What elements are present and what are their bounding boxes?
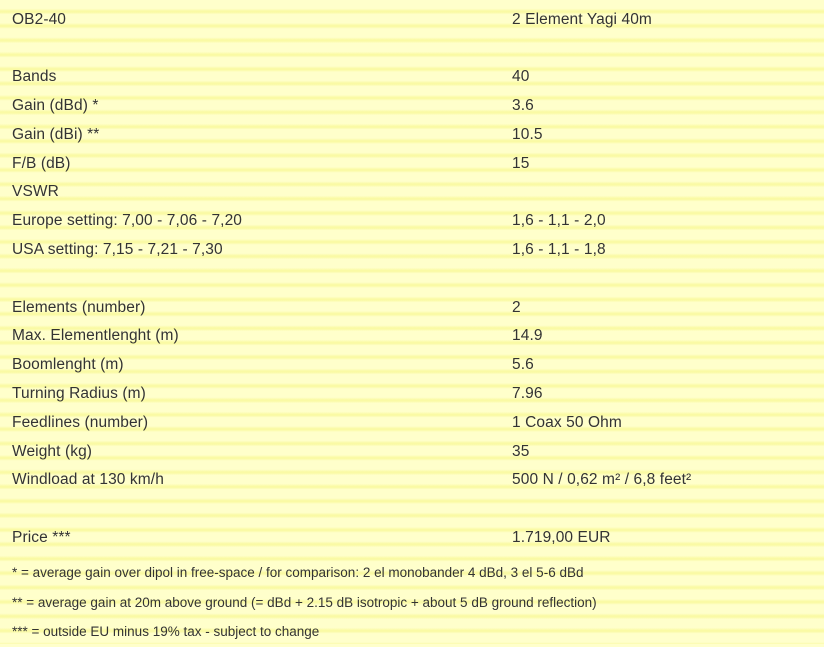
spec-label: VSWR	[12, 183, 59, 201]
row-spacer	[0, 264, 824, 293]
row-spacer	[0, 495, 824, 524]
footnote-gain-dbd: * = average gain over dipol in free-space / for comparison: 2 el monobander 4 dBd, 3 el 5-6 dBd	[12, 565, 584, 581]
row-feedlines	[0, 408, 824, 437]
row-boomlength	[0, 351, 824, 380]
row-max-elementlength	[0, 322, 824, 351]
spec-label: Price ***	[12, 528, 71, 546]
spec-label: Feedlines (number)	[12, 413, 149, 431]
row-spacer	[0, 34, 824, 63]
row-product	[0, 5, 824, 34]
spec-label: Gain (dBi) **	[12, 125, 100, 143]
spec-label: Elements (number)	[12, 298, 146, 316]
spec-label: Turning Radius (m)	[12, 385, 146, 402]
spec-value: 14.9	[512, 327, 543, 345]
spec-label: USA setting: 7,15 - 7,21 - 7,30	[12, 241, 223, 259]
spec-label: Europe setting: 7,00 - 7,06 - 7,20	[12, 212, 243, 230]
spec-value: 500 N / 0,62 m² / 6,8 feet²	[512, 471, 692, 489]
spec-label: Bands	[12, 68, 57, 86]
spec-label: Windload at 130 km/h	[12, 471, 164, 489]
spec-value: 40	[512, 68, 530, 86]
spec-value: 2	[512, 298, 521, 316]
row-turning-radius	[0, 379, 824, 408]
footnotes	[0, 558, 824, 647]
row-gain-dbd	[0, 91, 824, 120]
price-value: 1.719,00 EUR	[512, 528, 611, 546]
spec-value: 7.96	[512, 385, 543, 402]
spec-value: 35	[512, 442, 530, 460]
row-elements	[0, 293, 824, 322]
row-fb	[0, 149, 824, 178]
spec-value: 10.5	[512, 125, 543, 143]
spec-value: 3.6	[512, 97, 534, 115]
row-weight	[0, 437, 824, 466]
product-description: 2 Element Yagi 40m	[512, 10, 652, 28]
spec-value: 1,6 - 1,1 - 2,0	[512, 212, 606, 230]
footnote-price: *** = outside EU minus 19% tax - subject to change	[12, 624, 320, 640]
row-bands	[0, 63, 824, 92]
row-usa-setting	[0, 235, 824, 264]
spec-value: 5.6	[512, 356, 534, 374]
row-price	[0, 523, 824, 552]
spec-value: 1 Coax 50 Ohm	[512, 413, 622, 431]
row-windload	[0, 466, 824, 495]
row-gain-dbi	[0, 120, 824, 149]
spec-label: Gain (dBd) *	[12, 97, 99, 115]
spec-label: F/B (dB)	[12, 154, 71, 172]
row-europe-setting	[0, 207, 824, 236]
spec-label: Max. Elementlenght (m)	[12, 327, 179, 345]
spec-label: Weight (kg)	[12, 442, 93, 460]
spec-value: 15	[512, 154, 530, 172]
row-vswr	[0, 178, 824, 207]
product-model: OB2-40	[12, 10, 67, 28]
spec-value: 1,6 - 1,1 - 1,8	[512, 241, 606, 259]
spec-label: Boomlenght (m)	[12, 356, 124, 374]
footnote-gain-dbi: ** = average gain at 20m above ground (= dBd + 2.15 dB isotropic + about 5 dB ground reflection)	[12, 594, 597, 610]
